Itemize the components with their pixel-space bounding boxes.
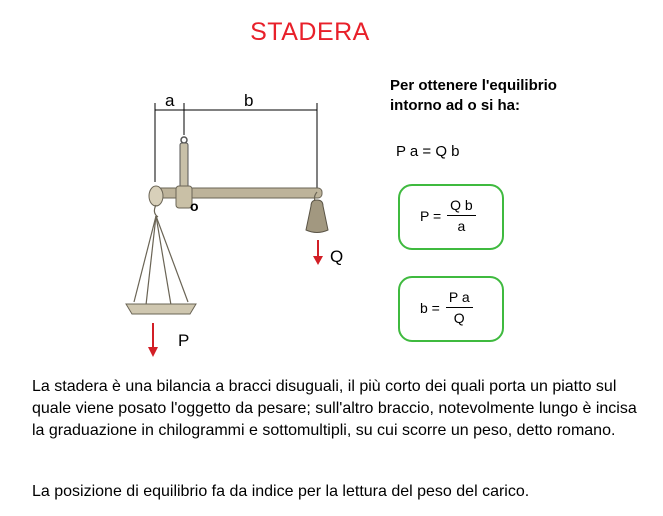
formula-p-denominator: a: [457, 218, 466, 234]
equilibrium-intro: [390, 76, 557, 116]
formula-p-lhs: P =: [420, 207, 442, 224]
pan-suspension: [134, 205, 188, 305]
suspension-hook: [180, 137, 188, 193]
description-paragraph-1: La stadera è una bilancia a bracci disuguali, il più corto dei quali porta un piatto sul quale viene posato l'oggetto da pesare; sull'altro braccio, notevolmente lungo è incisa la graduazione in chilogrammi e sottomultipli, su cui scorre un peso, detto romano.: [32, 378, 637, 439]
label-p: P: [178, 331, 190, 350]
steelyard-beam: [149, 186, 322, 208]
formula-box-p: [398, 184, 504, 250]
label-q: Q: [330, 247, 344, 266]
dimension-lines: [155, 103, 317, 192]
arrow-p: [148, 323, 158, 357]
description-paragraph-2: La posizione di equilibrio fa da indice per la lettura del peso del carico.: [32, 483, 530, 500]
label-o: o: [190, 198, 199, 214]
intro-line-2: intorno ad o si ha:: [390, 97, 520, 114]
label-a: a: [165, 91, 175, 110]
formula-box-b: [398, 276, 504, 342]
formula-p-numerator: Q b: [447, 197, 476, 216]
formula-b-denominator: Q: [453, 310, 465, 326]
formula-b-lhs: b =: [420, 299, 440, 316]
formula-p-fraction: [447, 197, 476, 234]
page-title: STADERA: [250, 18, 370, 46]
equilibrium-equation: P a = Q b: [396, 143, 460, 160]
weighing-pan: [126, 304, 196, 314]
label-b: b: [244, 91, 254, 110]
intro-line-1: Per ottenere l'equilibrio: [390, 77, 557, 94]
formula-b-fraction: [446, 289, 473, 326]
arrow-q: [313, 240, 323, 265]
formula-b-numerator: P a: [446, 289, 473, 308]
